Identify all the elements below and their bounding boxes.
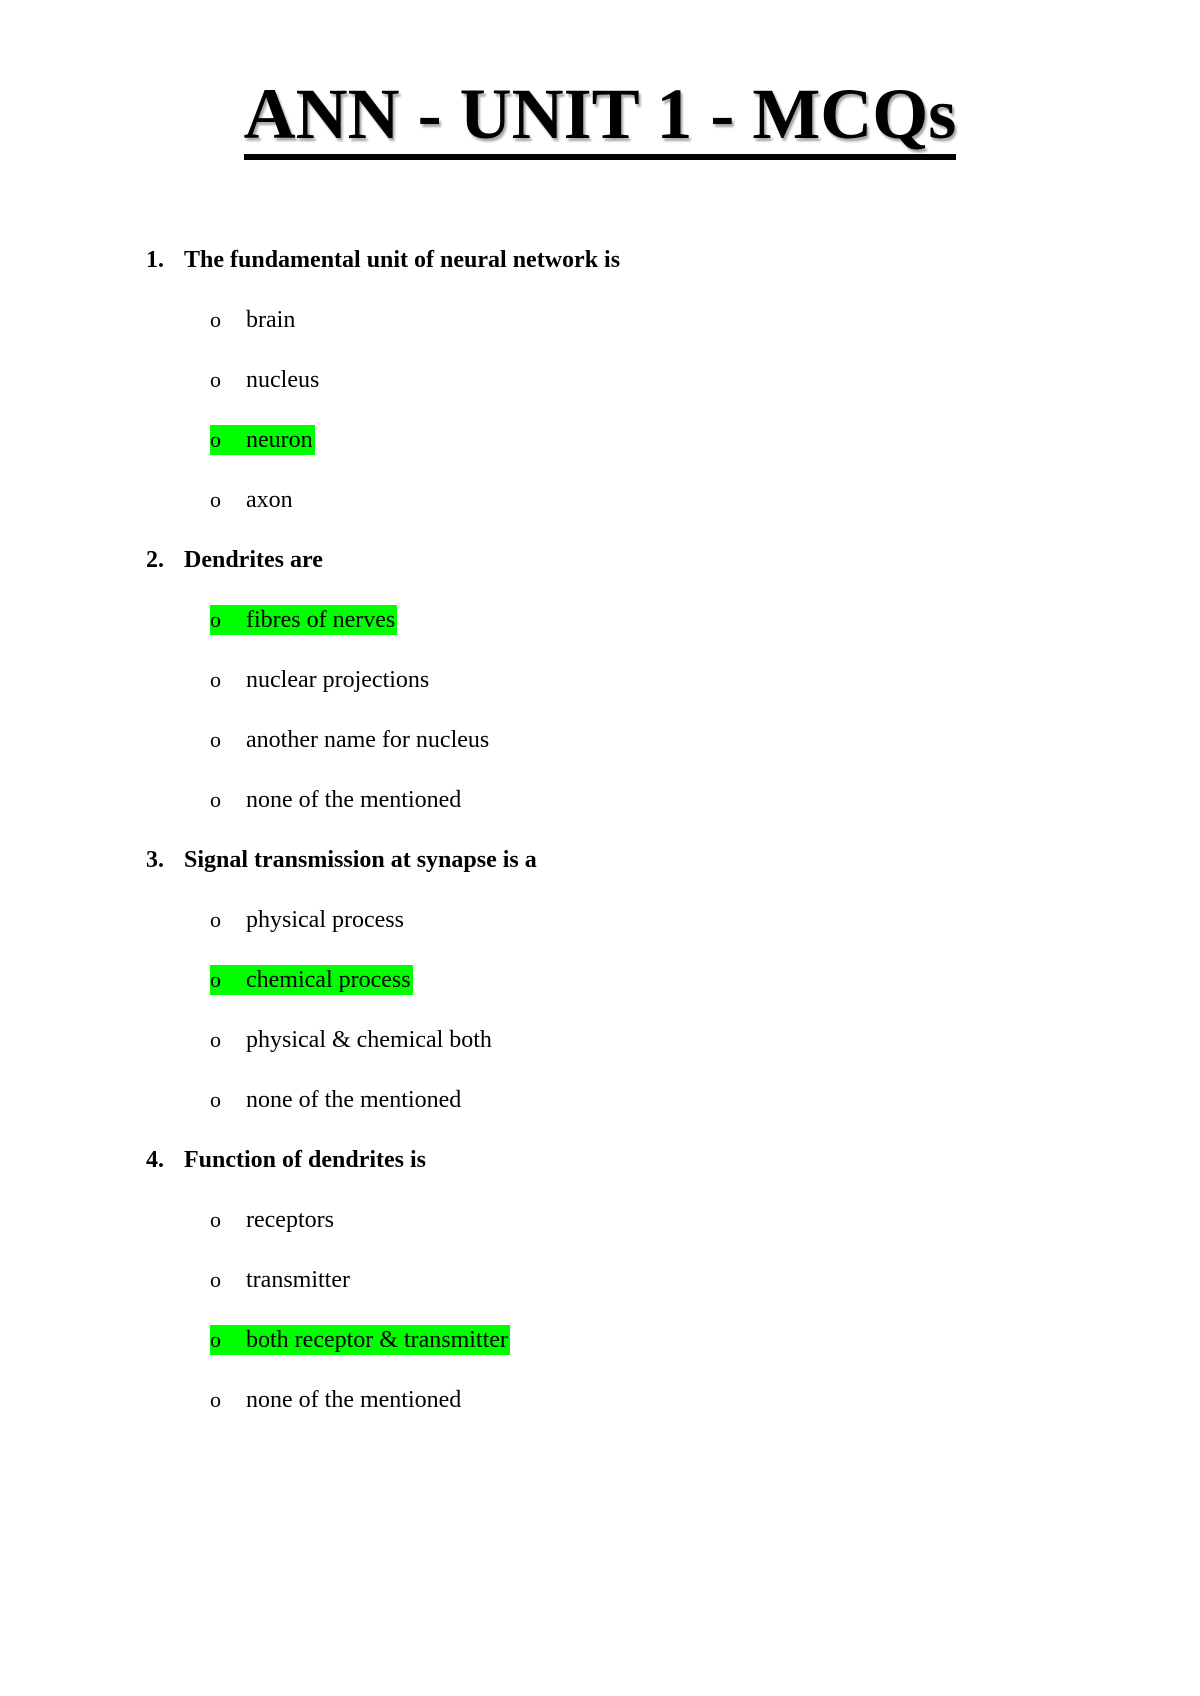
question-number: 4. [146,1147,164,1173]
answer-option [210,1085,463,1115]
answer-label: none of the mentioned [246,787,462,813]
answer-body [210,905,406,935]
answer-body [210,1025,494,1055]
answer-label: another name for nucleus [246,727,490,753]
hollow-circle-bullet-icon: o [210,727,221,752]
answer-label: transmitter [246,1267,350,1293]
answer-label: brain [246,307,296,333]
question-text: Signal transmission at synapse is a [184,847,537,873]
answer-label: none of the mentioned [246,1087,462,1113]
hollow-circle-bullet-icon: o [210,367,221,392]
answer-option [210,1385,463,1415]
question-text: Function of dendrites is [184,1147,427,1173]
answer-highlight [210,605,397,635]
answer-label: physical & chemical both [246,1027,492,1053]
answer-body [210,1265,352,1295]
answer-option [210,905,406,935]
hollow-circle-bullet-icon: o [210,1267,221,1292]
question-2 [146,545,323,575]
question-number: 3. [146,847,164,873]
answer-option [210,365,321,395]
hollow-circle-bullet-icon: o [210,787,221,812]
hollow-circle-bullet-icon: o [210,667,221,692]
question-4 [146,1145,426,1175]
answer-option [210,305,297,335]
question-text: Dendrites are [184,547,323,573]
answer-label: both receptor & transmitter [246,1327,508,1353]
answer-highlight [210,425,315,455]
answer-body [210,305,297,335]
answer-body [210,485,295,515]
answer-option [210,1205,336,1235]
hollow-circle-bullet-icon: o [210,487,221,512]
question-3 [146,845,537,875]
correct-answer-option [210,425,315,455]
hollow-circle-bullet-icon: o [210,1087,221,1112]
document-title [0,74,1200,160]
answer-option [210,785,463,815]
answer-option [210,1025,494,1055]
answer-body [210,785,463,815]
answer-highlight [210,965,413,995]
answer-label: physical process [246,907,404,933]
question-number: 2. [146,547,164,573]
hollow-circle-bullet-icon: o [210,1387,221,1412]
answer-label: nuclear projections [246,667,430,693]
correct-answer-option [210,965,413,995]
answer-body [210,1085,463,1115]
answer-body [210,365,321,395]
question-text: The fundamental unit of neural network is [184,247,621,273]
answer-highlight [210,1325,510,1355]
document-title-text: ANN - UNIT 1 - MCQs [244,78,957,160]
answer-label: receptors [246,1207,334,1233]
answer-option [210,725,491,755]
answer-body [210,1385,463,1415]
correct-answer-option [210,1325,510,1355]
hollow-circle-bullet-icon: o [210,607,221,632]
answer-label: axon [246,487,293,513]
question-number: 1. [146,247,164,273]
answer-option [210,1265,352,1295]
answer-option [210,665,431,695]
answer-label: fibres of nerves [246,607,396,633]
hollow-circle-bullet-icon: o [210,907,221,932]
question-1 [146,245,620,275]
answer-body [210,665,431,695]
hollow-circle-bullet-icon: o [210,427,221,452]
hollow-circle-bullet-icon: o [210,307,221,332]
hollow-circle-bullet-icon: o [210,1207,221,1232]
answer-option [210,485,295,515]
answer-body [210,725,491,755]
answer-body [210,1205,336,1235]
answer-label: none of the mentioned [246,1387,462,1413]
answer-label: nucleus [246,367,320,393]
answer-label: chemical process [246,967,411,993]
hollow-circle-bullet-icon: o [210,967,221,992]
hollow-circle-bullet-icon: o [210,1027,221,1052]
answer-label: neuron [246,427,313,453]
hollow-circle-bullet-icon: o [210,1327,221,1352]
correct-answer-option [210,605,397,635]
